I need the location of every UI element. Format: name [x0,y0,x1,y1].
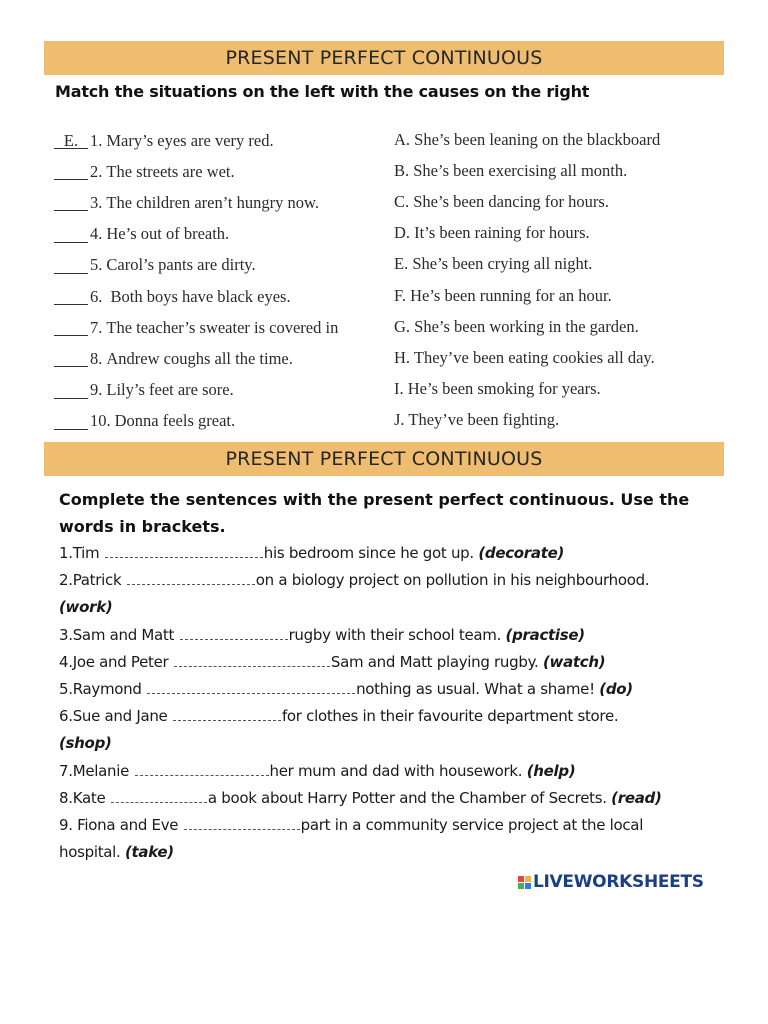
answer-blank[interactable]: E. [54,132,88,149]
answer-blank[interactable] [54,350,88,367]
sentence-start: 6.Sue and Jane [59,707,172,726]
cause-item: J. They’ve been fighting. [394,410,560,430]
answer-blank[interactable] [54,194,88,211]
situation-row [54,281,390,312]
logo-square-blue [525,883,531,889]
verb-hint: (help) [526,761,576,780]
section-title-text: PRESENT PERFECT CONTINUOUS [225,47,543,69]
section-title-text: PRESENT PERFECT CONTINUOUS [225,448,543,470]
logo-square-yellow [525,876,531,882]
answer-blank[interactable] [173,708,281,721]
situation-number: 8. [90,348,103,368]
verb-hint: (decorate) [478,544,565,562]
answer-blank[interactable] [54,382,88,399]
sentence-end: her mum and dad with housework. [269,761,527,780]
situation-row [54,156,390,187]
sentence-row [59,540,729,567]
cause-item: D. It’s been raining for hours. [394,223,590,243]
cause-item: F. He’s been running for an hour. [394,285,612,305]
cause-item: A. She’s been leaning on the blackboard [394,129,661,149]
sentence-end: rugby with their school team. [288,625,506,644]
situation-text: Andrew coughs all the time. [106,348,293,368]
verb-hint: (read) [611,788,662,807]
completion-instruction: Complete the sentences with the present perfect continuous. Use the words in brackets. [59,490,690,536]
answer-blank[interactable] [54,226,88,243]
situation-text: Both boys have black eyes. [106,286,291,306]
cause-item: H. They’ve been eating cookies all day. [394,347,655,367]
situation-number: 9. [90,380,103,400]
section-title-matching [44,41,724,75]
cause-item: G. She’s been working in the garden. [394,316,639,336]
situation-row [54,343,390,374]
situation-row [54,312,390,343]
answer-blank[interactable] [54,319,88,336]
matching-instruction: Match the situations on the left with the causes on the right [55,82,590,101]
situation-text: Carol’s pants are dirty. [106,255,256,275]
sentence-start: 3.Sam and Matt [59,625,179,644]
completion-sentences [59,540,729,866]
answer-blank[interactable] [127,572,255,585]
answer-blank[interactable] [135,763,269,776]
situations-list [54,125,390,437]
situation-number: 6. [90,286,103,306]
sentence-start: 7.Melanie [59,761,134,780]
sentence-tail: hospital. [59,843,125,862]
sentence-end: nothing as usual. What a shame! [356,680,600,699]
sentence-row [59,622,729,649]
sentence-row [59,758,729,785]
answer-blank[interactable] [184,817,300,830]
answer-blank[interactable] [105,545,263,558]
sentence-end: a book about Harry Potter and the Chamber of Secrets. [207,788,612,807]
situation-row [54,125,390,156]
situation-text: Mary’s eyes are very red. [106,130,274,150]
situation-row [54,187,390,218]
situation-number: 7. [90,317,103,337]
sentence-row [59,594,729,621]
sentence-start: 5.Raymond [59,680,147,699]
situation-row [54,375,390,406]
sentence-row [59,676,729,703]
situation-text: He’s out of breath. [106,224,230,244]
situation-text: The children aren’t hungry now. [106,192,319,212]
situation-text: The teacher’s sweater is covered in [106,317,339,337]
answer-blank[interactable] [147,681,355,694]
situation-number: 2. [90,161,103,181]
verb-hint: (do) [599,680,633,699]
sentence-row [59,839,729,866]
verb-hint: (practise) [505,625,585,644]
answer-blank[interactable] [54,413,88,430]
situation-row [54,219,390,250]
cause-item: B. She’s been exercising all month. [394,160,628,180]
situation-number: 5. [90,255,103,275]
answer-blank[interactable] [54,257,88,274]
sentence-end: for clothes in their favourite department store. [281,707,619,726]
situation-text: Donna feels great. [114,411,236,431]
section-title-completion [44,442,724,476]
causes-list [394,124,724,436]
answer-blank[interactable] [54,163,88,180]
sentence-start: 2.Patrick [59,571,126,590]
situation-number: 3. [90,192,103,212]
sentence-row [59,730,729,757]
sentence-end: Sam and Matt playing rugby. [330,652,543,671]
sentence-row [59,567,729,594]
sentence-start: 8.Kate [59,788,110,807]
sentence-end: his bedroom since he got up. [263,544,479,562]
sentence-start: 1.Tim [59,544,104,562]
situation-number: 10. [90,411,111,431]
logo-square-green [518,883,524,889]
answer-blank[interactable] [180,627,288,640]
answer-blank[interactable] [111,790,207,803]
verb-hint: (work) [59,598,113,617]
sentence-row [59,785,729,812]
situation-text: Lily’s feet are sore. [106,380,234,400]
verb-hint: (shop) [59,734,112,753]
situation-number: 4. [90,224,103,244]
sentence-start: 9. Fiona and Eve [59,816,183,835]
cause-item: I. He’s been smoking for years. [394,379,601,399]
verb-hint: (watch) [542,652,606,671]
logo-grid-icon [518,876,531,889]
logo-square-red [518,876,524,882]
sentence-row [59,703,729,730]
sentence-row [59,649,729,676]
answer-blank[interactable] [54,288,88,305]
situation-row [54,406,390,437]
liveworksheets-logo[interactable] [518,872,704,892]
answer-blank[interactable] [174,654,330,667]
situation-row [54,250,390,281]
cause-item: C. She’s been dancing for hours. [394,191,609,211]
sentence-end: part in a community service project at the local [300,816,644,835]
situation-number: 1. [90,130,103,150]
verb-hint: (take) [124,843,174,862]
logo-text: LIVEWORKSHEETS [533,872,704,892]
cause-item: E. She’s been crying all night. [394,254,593,274]
sentence-row [59,812,729,839]
sentence-end: on a biology project on pollution in his neighbourhood. [255,571,650,590]
sentence-start: 4.Joe and Peter [59,652,173,671]
situation-text: The streets are wet. [106,161,235,181]
